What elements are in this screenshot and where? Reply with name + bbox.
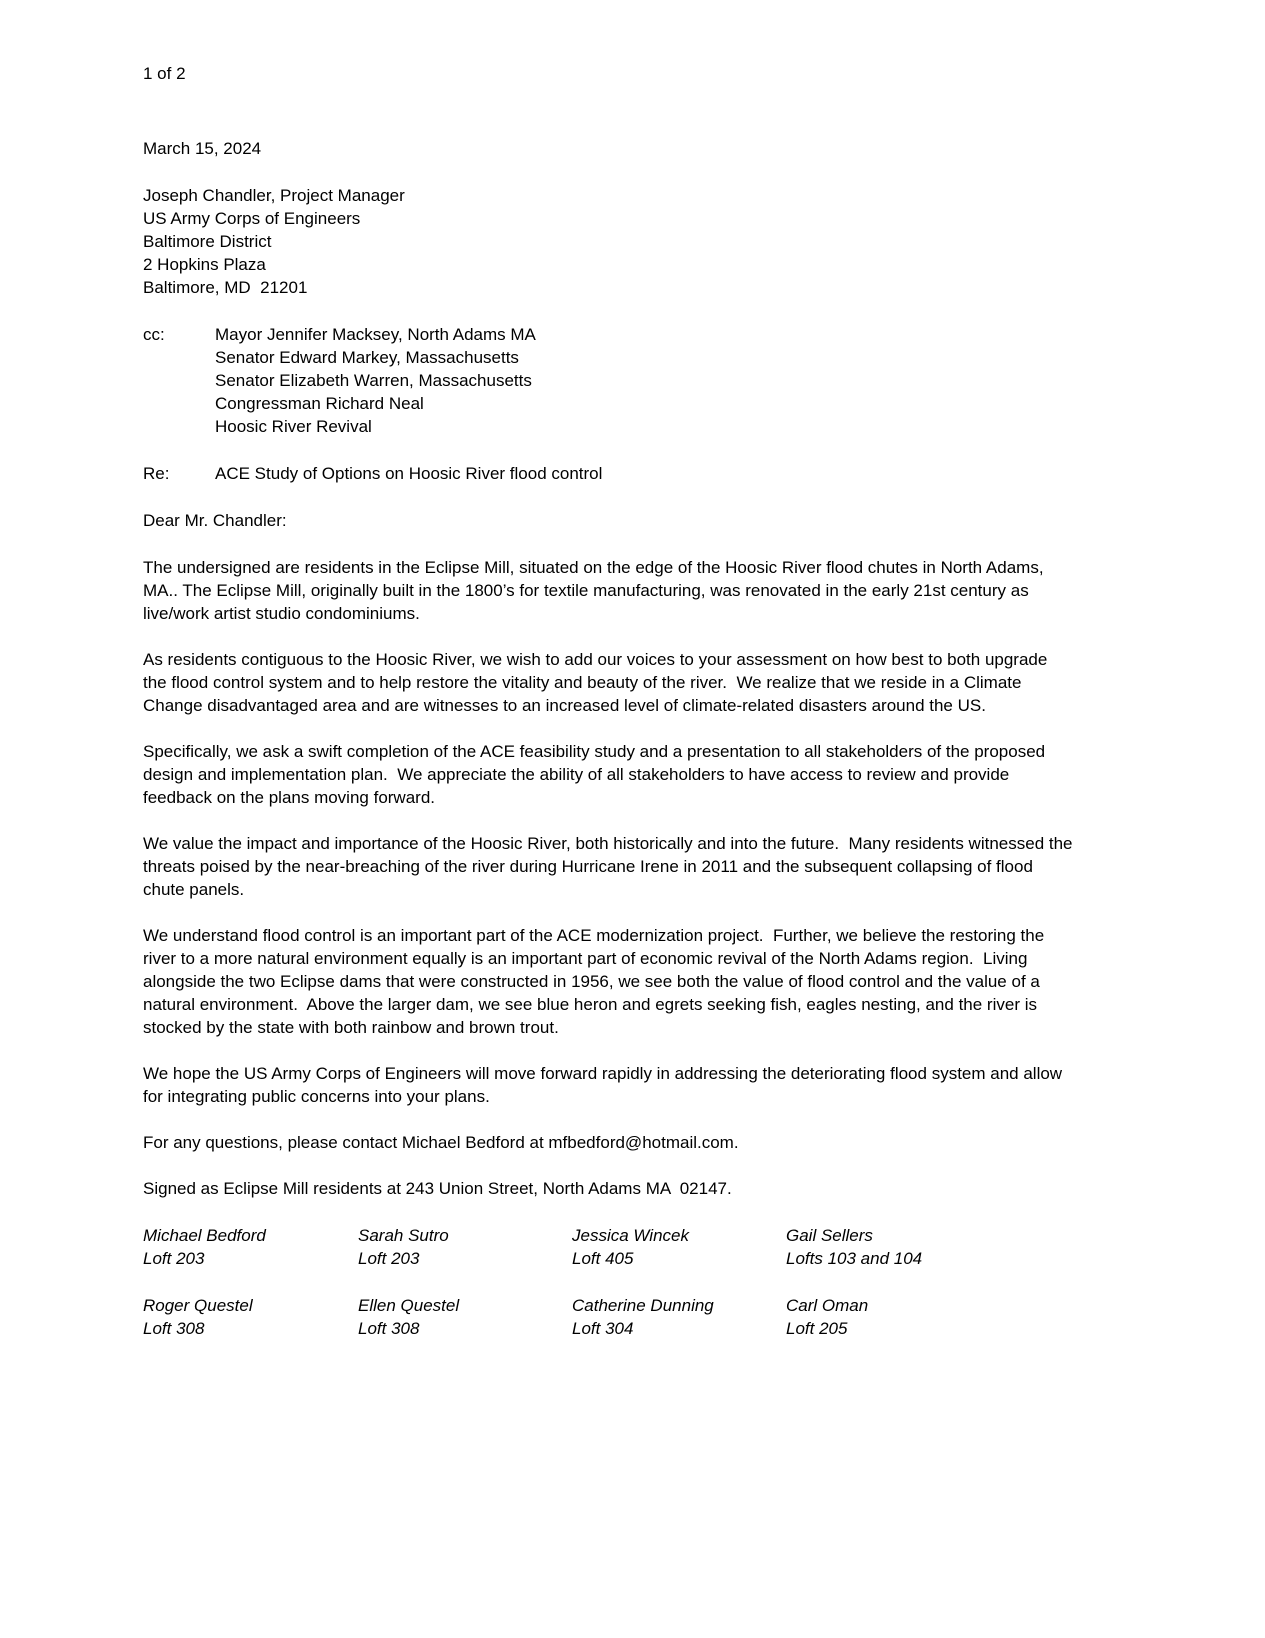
signature-name: Carl Oman: [786, 1296, 869, 1315]
signature-loft: Loft 205: [786, 1319, 848, 1338]
signature-loft: Loft 304: [572, 1319, 634, 1338]
cc-entry: Mayor Jennifer Macksey, North Adams MA: [215, 325, 536, 344]
date-line: March 15, 2024: [143, 139, 262, 158]
body-paragraph: Signed as Eclipse Mill residents at 243 Union Street, North Adams MA 02147.: [143, 1179, 732, 1198]
signature-block: [786, 1224, 1073, 1270]
letter-content: [143, 62, 1078, 1340]
cc-entries: [215, 323, 1073, 438]
address-line: Baltimore District: [143, 232, 272, 251]
signature-loft: Loft 203: [358, 1249, 420, 1268]
signature-loft: Loft 308: [358, 1319, 420, 1338]
cc-label: cc:: [143, 325, 165, 344]
signature-block: [143, 1224, 358, 1270]
signature-loft: Loft 308: [143, 1319, 205, 1338]
signature-row: [143, 1294, 1073, 1340]
body-paragraph: For any questions, please contact Michael Bedford at mfbedford@hotmail.com.: [143, 1133, 739, 1152]
signature-row: [143, 1224, 1073, 1270]
signature-name: Jessica Wincek: [572, 1226, 689, 1245]
signature-block: [358, 1224, 572, 1270]
page-number: 1 of 2: [143, 64, 186, 83]
signature-name: Gail Sellers: [786, 1226, 873, 1245]
signature-loft: Loft 203: [143, 1249, 205, 1268]
signature-name: Ellen Questel: [358, 1296, 460, 1315]
signature-name: Sarah Sutro: [358, 1226, 449, 1245]
address-line: US Army Corps of Engineers: [143, 209, 361, 228]
cc-entry: Congressman Richard Neal: [215, 394, 424, 413]
body-paragraph: We understand flood control is an important part of the ACE modernization project. Further, we believe the restoring the river to a more natural environment equally is an important part of economic revival of the North Adams region. Living alongside the two Eclipse dams that were constructed in 1956, we see both the value of flood control and the value of a natural environment. Above the larger dam, we see blue heron and egrets seeking fish, eagles nesting, and the river is stocked by the state with both rainbow and brown trout.: [143, 926, 1049, 1037]
signature-section: [143, 1224, 1073, 1340]
salutation: Dear Mr. Chandler:: [143, 511, 287, 530]
signature-loft: Loft 405: [572, 1249, 634, 1268]
body-paragraph: As residents contiguous to the Hoosic River, we wish to add our voices to your assessment on how best to both upgrade the flood control system and to help restore the vitality and beauty of the river. We realize that we reside in a Climate Change disadvantaged area and are witnesses to an increased level of climate-related disasters around the US.: [143, 650, 1053, 715]
cc-entry: Senator Edward Markey, Massachusetts: [215, 348, 519, 367]
signature-name: Michael Bedford: [143, 1226, 266, 1245]
signature-loft: Lofts 103 and 104: [786, 1249, 923, 1268]
cc-entry: Senator Elizabeth Warren, Massachusetts: [215, 371, 532, 390]
body-paragraph: Specifically, we ask a swift completion of the ACE feasibility study and a presentation to all stakeholders of the proposed design and implementation plan. We appreciate the ability of all stakeholders to have access to review and provide feedback on the plans moving forward.: [143, 742, 1050, 807]
address-line: Joseph Chandler, Project Manager: [143, 186, 405, 205]
body-paragraph: We value the impact and importance of the Hoosic River, both historically and into the future. Many residents witnessed the threats poised by the near-breaching of the river during Hurricane Irene in 2011 and the subsequent collapsing of flood chute panels.: [143, 834, 1078, 899]
recipient-address: [143, 184, 1073, 299]
signature-name: Roger Questel: [143, 1296, 253, 1315]
re-subject: ACE Study of Options on Hoosic River flood control: [215, 464, 603, 483]
re-label: Re:: [143, 464, 170, 483]
signature-block: [572, 1294, 786, 1340]
signature-block: [572, 1224, 786, 1270]
cc-entry: Hoosic River Revival: [215, 417, 372, 436]
address-line: Baltimore, MD 21201: [143, 278, 308, 297]
signature-block: [786, 1294, 1073, 1340]
signature-block: [143, 1294, 358, 1340]
body-paragraph: We hope the US Army Corps of Engineers will move forward rapidly in addressing the deteriorating flood system and allow for integrating public concerns into your plans.: [143, 1064, 1067, 1106]
signature-name: Catherine Dunning: [572, 1296, 714, 1315]
signature-block: [358, 1294, 572, 1340]
re-block: [143, 462, 1073, 485]
cc-block: [143, 323, 1073, 438]
address-line: 2 Hopkins Plaza: [143, 255, 266, 274]
body-paragraph: The undersigned are residents in the Eclipse Mill, situated on the edge of the Hoosic River flood chutes in North Adams, MA.. The Eclipse Mill, originally built in the 1800’s for textile manufacturing, was renovated in the early 21st century as live/work artist studio condominiums.: [143, 558, 1049, 623]
